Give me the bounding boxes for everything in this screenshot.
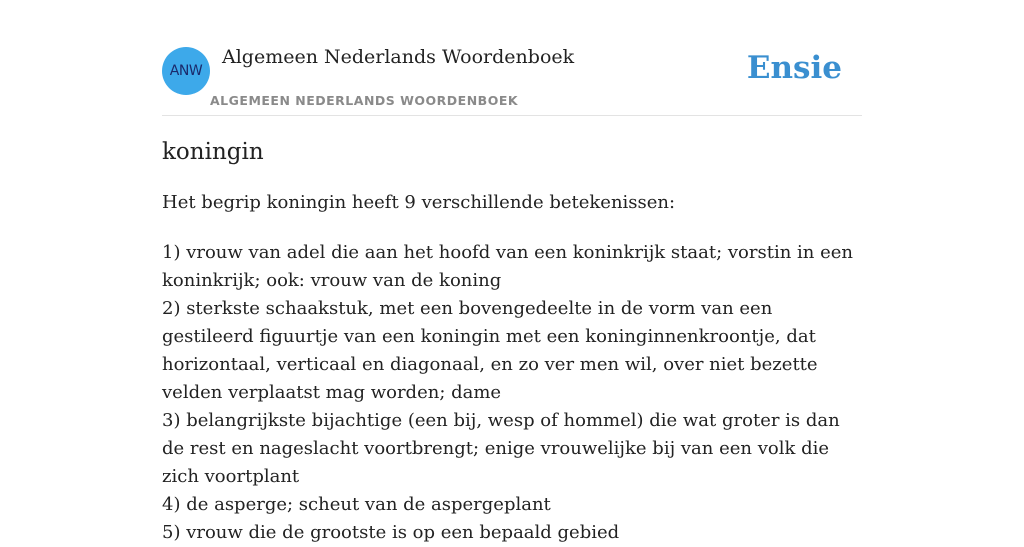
anw-logo[interactable]: ANW [162,47,210,95]
header [162,0,862,116]
definition-item: 3) belangrijkste bijachtige (een bij, wesp of hommel) die wat groter is dan de rest en nageslacht voortbrengt; enige vrouwelijke bij van een volk die zich voortplant [162,410,840,487]
intro-text: Het begrip koningin heeft 9 verschillende betekenissen: [162,192,676,213]
definition-item: 2) sterkste schaakstuk, met een bovengedeelte in de vorm van een gestileerd figuurtje van een koningin met een koninginnenkroontje, dat horizontaal, verticaal en diagonaal, en zo ver men wil, over niet bezette velden verplaatst mag worden; dame [162,298,818,403]
site-title[interactable]: Algemeen Nederlands Woordenboek [222,46,575,68]
content-column [162,0,862,543]
ensie-logo[interactable]: Ensie [746,50,842,86]
definition-list [162,239,862,547]
site-subtitle: ALGEMEEN NEDERLANDS WOORDENBOEK [210,93,519,108]
definition-item: 4) de asperge; scheut van de aspergeplant [162,494,551,515]
definition-item: 1) vrouw van adel die aan het hoofd van een koninkrijk staat; vorstin in een koninkrijk; ook: vrouw van de koning [162,242,854,291]
page-title: koningin [162,139,264,165]
definition-item: 5) vrouw die de grootste is op een bepaald gebied [162,522,620,543]
